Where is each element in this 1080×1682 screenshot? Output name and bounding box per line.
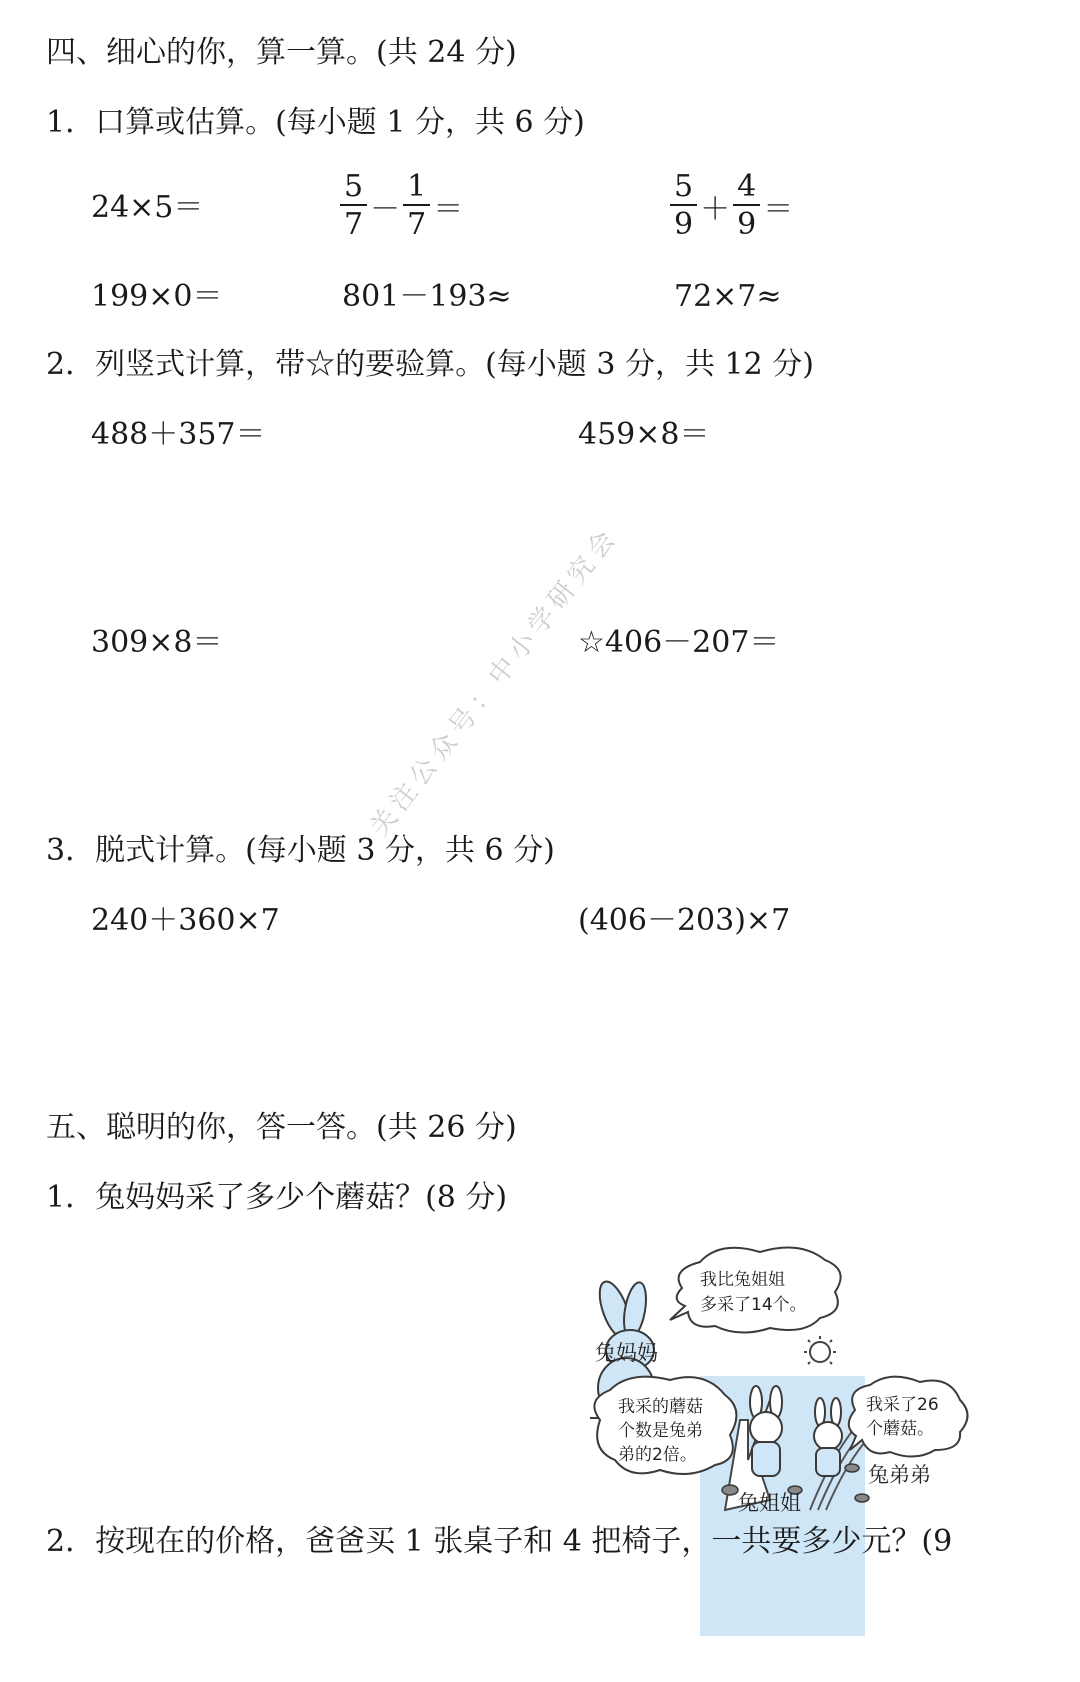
rabbit-illustration — [595, 1270, 1050, 1640]
bubble-left-line2: 个数是兔弟 — [618, 1421, 703, 1441]
q1-title: 1．口算或估算。(每小题 1 分，共 6 分) — [46, 105, 585, 140]
label-rabbit-mom: 兔妈妈 — [595, 1341, 658, 1365]
q1-expr-1: 24×5＝ — [91, 190, 204, 225]
q1-expr-2 — [338, 169, 464, 242]
bubble-left-line3: 弟的2倍。 — [618, 1445, 697, 1465]
numerator: 4 — [733, 172, 760, 206]
section5-heading: 五、聪明的你，答一答。(共 26 分) — [46, 1110, 517, 1145]
speech-bubble-left — [594, 1377, 736, 1474]
q1-expr-6: 72×7≈ — [674, 279, 782, 314]
denominator: 9 — [674, 207, 694, 242]
numerator: 5 — [670, 172, 697, 206]
s5-q2-title: 2．按现在的价格，爸爸买 1 张桌子和 4 把椅子，一共要多少元？(9 — [46, 1524, 953, 1559]
sun-icon — [804, 1336, 836, 1364]
fraction — [403, 169, 430, 242]
numerator: 5 — [340, 172, 367, 206]
q3-expr-1: 240＋360×7 — [91, 903, 280, 938]
denominator: 7 — [407, 207, 427, 242]
s5-q1-title: 1．兔妈妈采了多少个蘑菇？(8 分) — [46, 1180, 508, 1215]
q2-expr-4: ☆406－207＝ — [578, 625, 780, 660]
q2-expr-1: 488＋357＝ — [91, 417, 266, 452]
numerator: 1 — [403, 172, 430, 206]
watermark: 关注公众号：中小学研究会 — [364, 521, 625, 843]
denominator: 7 — [344, 207, 364, 242]
speech-bubble-top — [670, 1248, 841, 1333]
speech-bubble-right — [849, 1377, 968, 1457]
q1-expr-5: 801－193≈ — [342, 279, 512, 314]
fraction — [340, 169, 367, 242]
operator: ＋ — [700, 192, 731, 227]
bubble-right-line2: 个蘑菇。 — [866, 1419, 934, 1439]
equals-sign: ＝ — [433, 192, 464, 227]
q1-expr-3 — [668, 169, 794, 242]
denominator: 9 — [737, 207, 757, 242]
operator: － — [370, 192, 401, 227]
section4-heading: 四、细心的你，算一算。(共 24 分) — [46, 35, 517, 70]
q3-expr-2: (406－203)×7 — [578, 903, 791, 938]
fraction — [733, 169, 760, 242]
q2-title: 2．列竖式计算，带☆的要验算。(每小题 3 分，共 12 分) — [46, 347, 814, 382]
q1-expr-4: 199×0＝ — [91, 279, 223, 314]
equals-sign: ＝ — [763, 192, 794, 227]
bubble-top-line1: 我比兔姐姐 — [700, 1270, 785, 1290]
label-rabbit-brother: 兔弟弟 — [868, 1463, 931, 1487]
label-rabbit-sister: 兔姐姐 — [738, 1491, 801, 1515]
bubble-left-line1: 我采的蘑菇 — [618, 1397, 703, 1417]
q2-expr-2: 459×8＝ — [578, 417, 710, 452]
bubble-right-line1: 我采了26 — [866, 1395, 939, 1415]
fraction — [670, 169, 697, 242]
q2-expr-3: 309×8＝ — [91, 625, 223, 660]
q3-title: 3．脱式计算。(每小题 3 分，共 6 分) — [46, 833, 555, 868]
bubble-top-line2: 多采了14个。 — [700, 1295, 807, 1315]
